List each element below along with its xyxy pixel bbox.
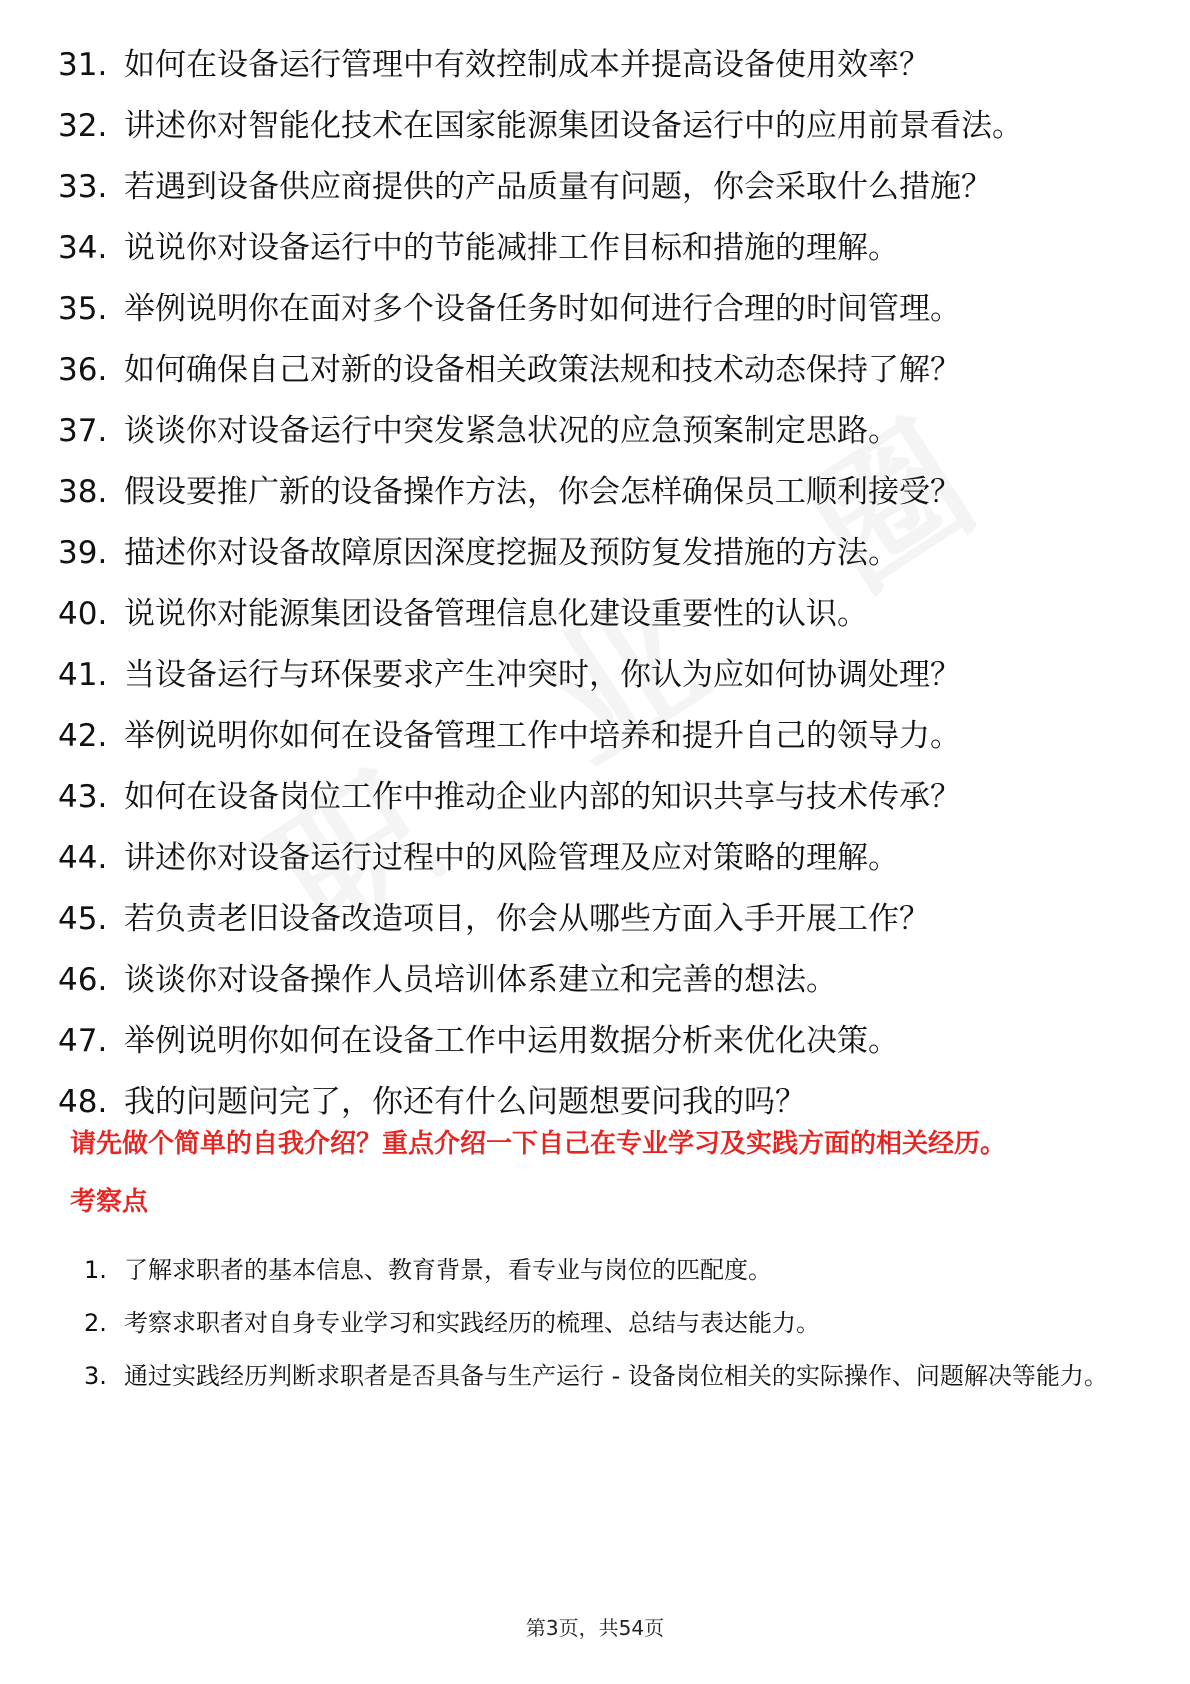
highlight-question: 请先做个简单的自我介绍？重点介绍一下自己在专业学习及实践方面的相关经历。 [70,1129,1007,1159]
question-text: 如何在设备岗位工作中推动企业内部的知识共享与技术传承？ [124,779,961,815]
question-text: 谈谈你对设备操作人员培训体系建立和完善的想法。 [124,962,837,998]
list-item [58,1083,1138,1122]
question-number: 44. [58,840,108,876]
list-item [58,534,1138,573]
list-item [58,107,1138,146]
question-number: 40. [58,596,108,632]
page-footer: 第3页，共54页 [525,1616,665,1640]
list-item [84,1352,1124,1401]
list-item [58,595,1138,634]
question-number: 41. [58,657,108,693]
list-item [58,778,1138,817]
question-text: 举例说明你在面对多个设备任务时如何进行合理的时间管理。 [124,291,961,327]
list-item [58,351,1138,390]
list-item [58,168,1138,207]
question-text: 举例说明你如何在设备管理工作中培养和提升自己的领导力。 [124,718,961,754]
list-item [58,961,1138,1000]
question-text: 如何确保自己对新的设备相关政策法规和技术动态保持了解？ [124,352,961,388]
question-number: 38. [58,474,108,510]
question-number: 46. [58,962,108,998]
question-text: 说说你对设备运行中的节能减排工作目标和措施的理解。 [124,230,899,266]
question-text: 描述你对设备故障原因深度挖掘及预防复发措施的方法。 [124,535,899,571]
question-number: 39. [58,535,108,571]
question-number: 32. [58,108,108,144]
point-text: 了解求职者的基本信息、教育背景，看专业与岗位的匹配度。 [124,1256,772,1284]
list-item [58,900,1138,939]
list-item [58,290,1138,329]
question-text: 谈谈你对设备运行中突发紧急状况的应急预案制定思路。 [124,413,899,449]
list-item [58,229,1138,268]
section-label: 考察点 [70,1187,149,1217]
question-text: 讲述你对设备运行过程中的风险管理及应对策略的理解。 [124,840,899,876]
question-text: 如何在设备运行管理中有效控制成本并提高设备使用效率？ [124,47,930,83]
question-text: 我的问题问完了，你还有什么问题想要问我的吗？ [124,1084,806,1120]
question-number: 36. [58,352,108,388]
list-item [58,46,1138,85]
list-item [84,1246,1124,1295]
question-number: 33. [58,169,108,205]
question-text: 讲述你对智能化技术在国家能源集团设备运行中的应用前景看法。 [124,108,1023,144]
question-text: 当设备运行与环保要求产生冲突时，你认为应如何协调处理？ [124,657,961,693]
question-number: 31. [58,47,108,83]
list-item [58,717,1138,756]
question-number: 43. [58,779,108,815]
list-item [58,839,1138,878]
question-list [58,46,1138,1144]
assessment-points [84,1246,1124,1405]
question-text: 假设要推广新的设备操作方法，你会怎样确保员工顺利接受？ [124,474,961,510]
question-text: 若遇到设备供应商提供的产品质量有问题，你会采取什么措施？ [124,169,992,205]
point-number: 1. [84,1256,107,1284]
question-number: 48. [58,1084,108,1120]
point-text: 通过实践经历判断求职者是否具备与生产运行 - 设备岗位相关的实际操作、问题解决等能力。 [124,1362,1108,1390]
list-item [84,1299,1124,1348]
question-text: 说说你对能源集团设备管理信息化建设重要性的认识。 [124,596,868,632]
question-number: 47. [58,1023,108,1059]
question-text: 举例说明你如何在设备工作中运用数据分析来优化决策。 [124,1023,899,1059]
list-item [58,412,1138,451]
point-text: 考察求职者对自身专业学习和实践经历的梳理、总结与表达能力。 [124,1309,820,1337]
list-item [58,1022,1138,1061]
question-number: 45. [58,901,108,937]
question-number: 42. [58,718,108,754]
point-number: 3. [84,1362,107,1390]
question-text: 若负责老旧设备改造项目，你会从哪些方面入手开展工作？ [124,901,930,937]
question-number: 35. [58,291,108,327]
question-number: 34. [58,230,108,266]
list-item [58,656,1138,695]
point-number: 2. [84,1309,107,1337]
list-item [58,473,1138,512]
question-number: 37. [58,413,108,449]
